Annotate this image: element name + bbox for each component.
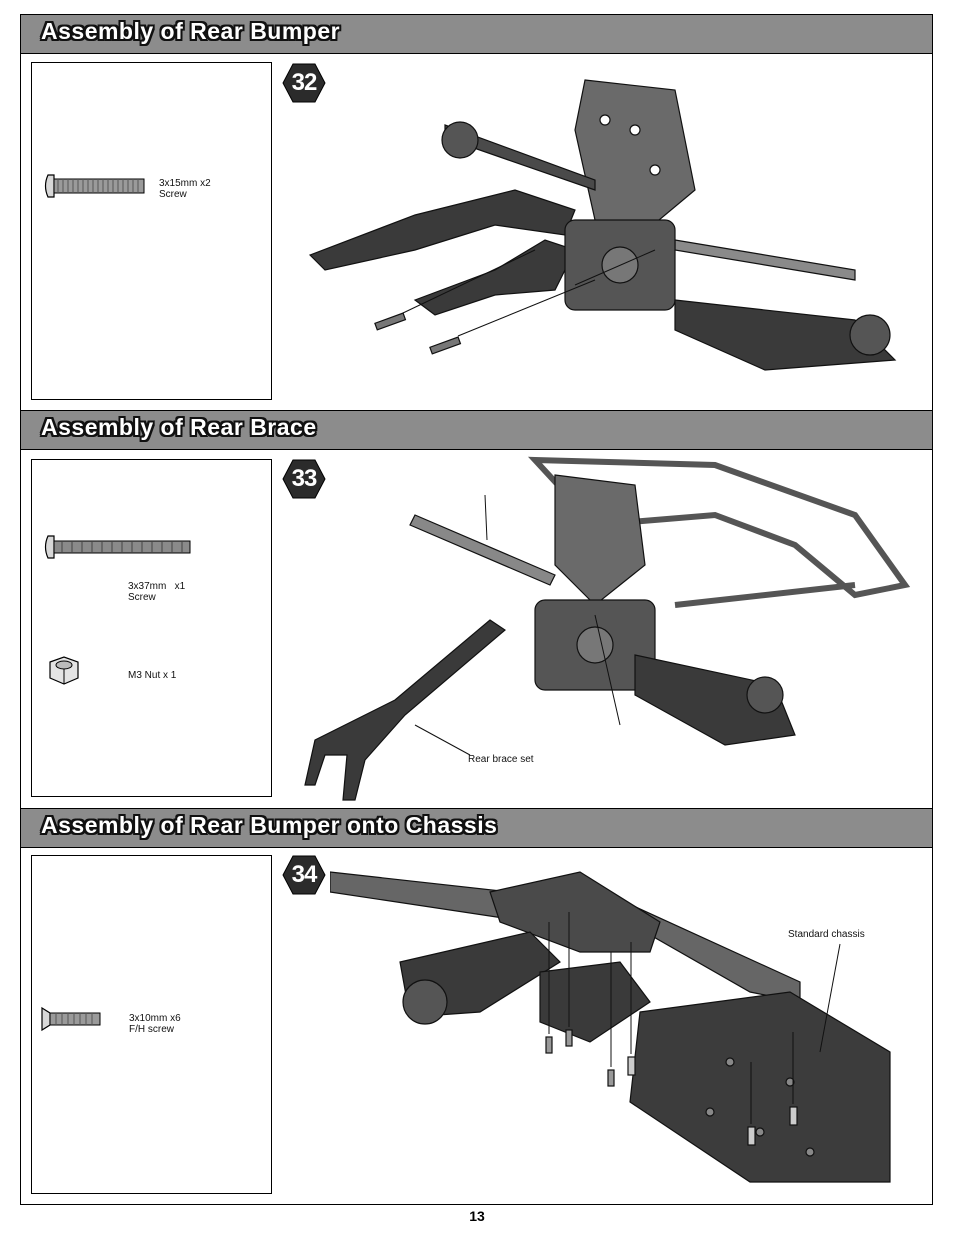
parts-box-step-33	[31, 459, 272, 797]
parts-box-step-32	[31, 62, 272, 400]
part-label: 3x37mm x1 Screw	[128, 581, 186, 603]
section-title: Assembly of Rear Bumper	[41, 18, 341, 44]
part-label: M3 Nut x 1	[128, 670, 177, 681]
part-label: 3x15mm x2 Screw	[159, 178, 211, 200]
section-title: Assembly of Rear Brace	[41, 414, 317, 440]
callout-standard-chassis: Standard chassis	[788, 929, 865, 940]
button-head-screw-icon	[42, 173, 147, 199]
step-badge-34	[282, 855, 326, 895]
rear-bumper-assembly-drawing	[295, 70, 925, 400]
callout-rear-brace-set: Rear brace set	[468, 754, 534, 765]
rear-brace-assembly-drawing	[295, 455, 925, 805]
section-title: Assembly of Rear Bumper onto Chassis	[41, 812, 498, 838]
section-header-rear-bumper	[20, 14, 933, 54]
rear-bumper-chassis-assembly-drawing	[330, 852, 920, 1192]
flat-head-screw-icon	[40, 1006, 102, 1032]
section-header-rear-brace	[20, 410, 933, 450]
parts-box-step-34	[31, 855, 272, 1194]
part-label: 3x10mm x6 F/H screw	[129, 1013, 181, 1035]
section-header-rear-bumper-onto-chassis	[20, 808, 933, 848]
step-number: 34	[291, 861, 317, 888]
step-number: 33	[291, 465, 317, 492]
lock-nut-icon	[47, 656, 81, 686]
step-number: 32	[291, 69, 317, 96]
long-screw-icon	[42, 534, 192, 560]
page-number: 13	[469, 1208, 485, 1224]
